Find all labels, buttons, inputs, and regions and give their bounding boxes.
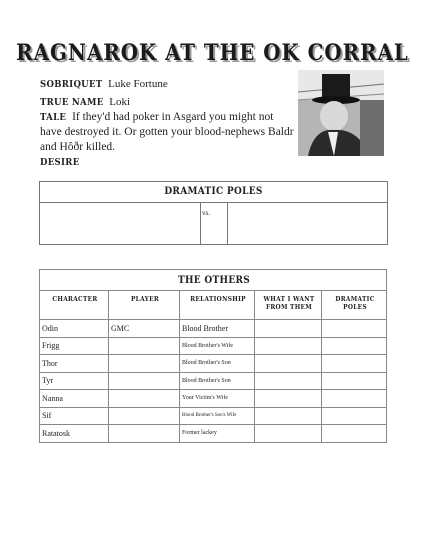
cell-character: Frigg — [40, 337, 109, 355]
cell-character: Thor — [40, 355, 109, 373]
column-header-what-i-want: WHAT I WANT FROM THEM — [255, 291, 322, 320]
cell-relationship: Blood Brother's Son — [180, 372, 255, 390]
cell-player — [109, 407, 180, 425]
poles-divider-right — [227, 203, 228, 244]
true-name-value: Loki — [109, 96, 131, 108]
cell-player: GMC — [109, 320, 180, 338]
cell-want — [255, 320, 322, 338]
desire-field — [40, 155, 83, 170]
column-header-player: PLAYER — [109, 291, 180, 320]
table-row — [40, 425, 387, 443]
cell-want — [255, 337, 322, 355]
table-row — [40, 337, 387, 355]
cell-player — [109, 425, 180, 443]
poles-vs-label: vs. — [202, 209, 210, 217]
column-header-dramatic-poles: DRAMATIC POLES — [322, 291, 387, 320]
cell-character: Odin — [40, 320, 109, 338]
cell-poles — [322, 355, 387, 373]
table-row — [40, 372, 387, 390]
cell-relationship: Former lackey — [180, 425, 255, 443]
cell-want — [255, 372, 322, 390]
cell-relationship: Blood Brother — [180, 320, 255, 338]
cell-want — [255, 407, 322, 425]
cell-poles — [322, 407, 387, 425]
cell-character: Tyr — [40, 372, 109, 390]
others-table — [39, 269, 387, 443]
cell-poles — [322, 372, 387, 390]
cell-poles — [322, 337, 387, 355]
tale-field — [40, 110, 295, 155]
cell-relationship: Your Victim's Wife — [180, 390, 255, 408]
sobriquet-label: SOBRIQUET — [40, 79, 103, 90]
desire-label: DESIRE — [40, 157, 80, 168]
page-title: RAGNAROK AT THE OK CORRAL — [16, 40, 409, 66]
others-header-row — [40, 291, 387, 320]
cell-poles — [322, 390, 387, 408]
dramatic-poles-box — [39, 181, 388, 245]
cell-character: Nanna — [40, 390, 109, 408]
cell-player — [109, 390, 180, 408]
column-header-character: CHARACTER — [40, 291, 109, 320]
cell-relationship: Blood Brother's Wife — [180, 337, 255, 355]
tale-value: If they'd had poker in Asgard you might not have destroyed it. Or gotten your blood-nephews Baldr and Hôðr killed. — [40, 111, 294, 153]
cell-want — [255, 355, 322, 373]
table-row — [40, 355, 387, 373]
cell-poles — [322, 425, 387, 443]
others-title: THE OTHERS — [40, 270, 387, 291]
sobriquet-value: Luke Fortune — [108, 78, 168, 90]
column-header-relationship: RELATIONSHIP — [180, 291, 255, 320]
cell-character: Sif — [40, 407, 109, 425]
true-name-field — [40, 95, 130, 110]
dramatic-poles-title: DRAMATIC POLES — [40, 182, 387, 203]
cell-poles — [322, 320, 387, 338]
portrait-image — [298, 70, 384, 156]
cell-character: Ratatosk — [40, 425, 109, 443]
cell-player — [109, 355, 180, 373]
cell-player — [109, 372, 180, 390]
tale-label: TALE — [40, 112, 67, 123]
table-row — [40, 320, 387, 338]
table-row — [40, 407, 387, 425]
cell-want — [255, 425, 322, 443]
character-portrait — [298, 70, 384, 156]
cell-player — [109, 337, 180, 355]
cell-want — [255, 390, 322, 408]
true-name-label: TRUE NAME — [40, 97, 104, 108]
cell-relationship: Blood Brother's Son — [180, 355, 255, 373]
table-row — [40, 390, 387, 408]
poles-divider-left — [200, 203, 201, 244]
cell-relationship: Blood Brother's Son's Wife — [180, 407, 255, 425]
sobriquet-field — [40, 77, 168, 92]
